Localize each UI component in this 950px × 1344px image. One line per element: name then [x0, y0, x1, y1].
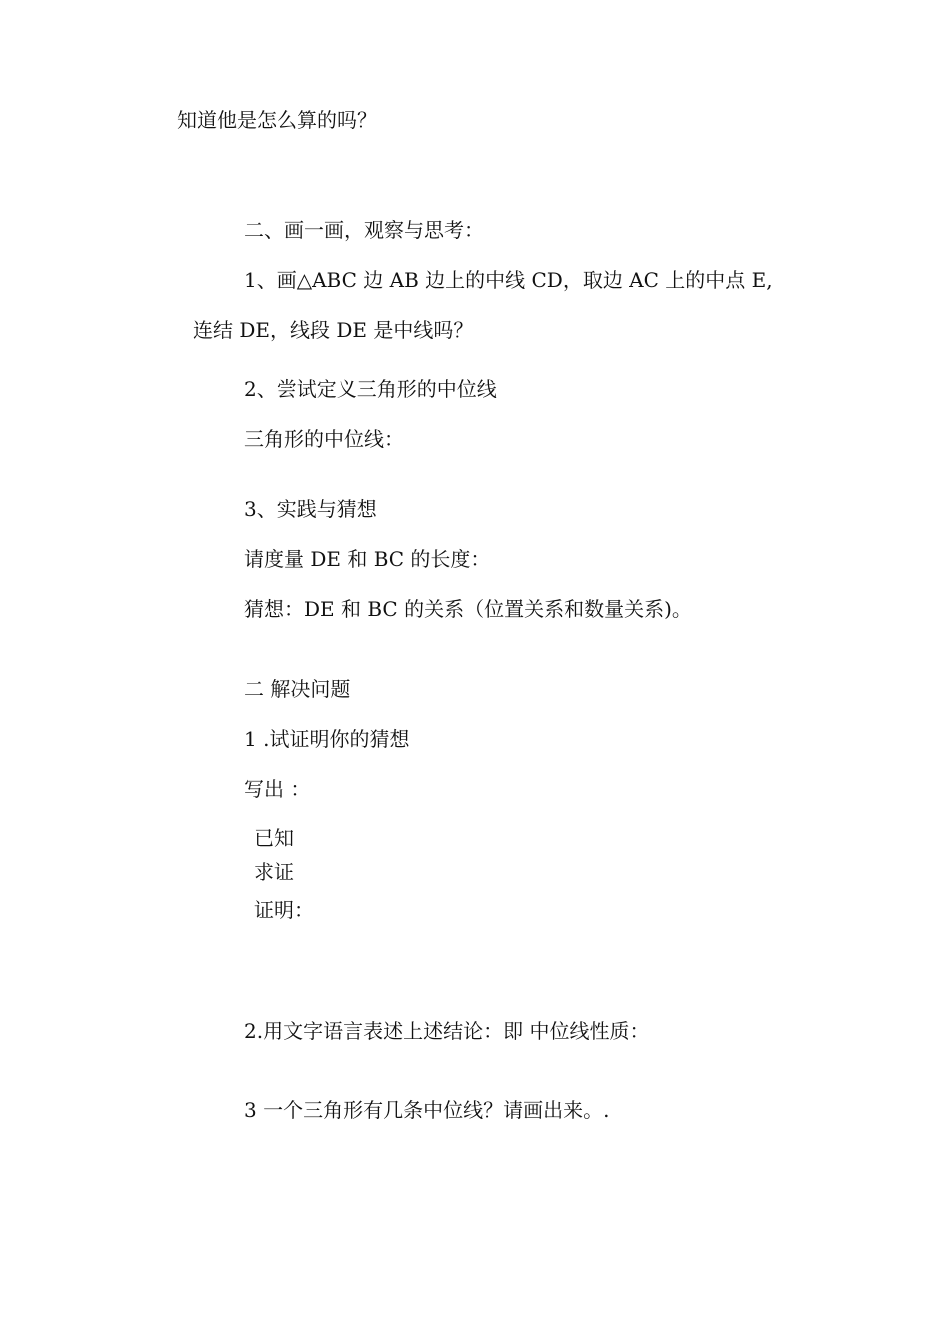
item3-measure: 请度量 DE 和 BC 的长度： — [244, 547, 491, 571]
item2-answer-label: 三角形的中位线： — [244, 427, 404, 451]
prove-label: 求证 — [254, 860, 294, 884]
section3-heading: 二 解决问题 — [244, 677, 351, 701]
known-label: 已知 — [254, 826, 294, 850]
item2-text: 2、尝试定义三角形的中位线 — [244, 377, 497, 401]
q2-text: 2.用文字语言表述上述结论：即 中位线性质： — [244, 1019, 650, 1043]
item1-line2: 连结 DE，线段 DE 是中线吗？ — [193, 318, 474, 342]
write-out-label: 写出 ： — [244, 777, 311, 801]
item3-text: 3、实践与猜想 — [244, 497, 377, 521]
proof-label: 证明： — [254, 898, 314, 922]
intro-tail-text: 知道他是怎么算的吗？ — [177, 108, 377, 132]
section2-heading: 二、画一画，观察与思考： — [244, 218, 484, 242]
q3-text: 3 一个三角形有几条中位线？请画出来。. — [244, 1098, 610, 1122]
q1-text: 1 .试证明你的猜想 — [244, 727, 410, 751]
item1-line1: 1、画△ABC 边 AB 边上的中线 CD，取边 AC 上的中点 E, — [244, 268, 773, 292]
item3-guess: 猜想：DE 和 BC 的关系（位置关系和数量关系)。 — [244, 597, 692, 621]
